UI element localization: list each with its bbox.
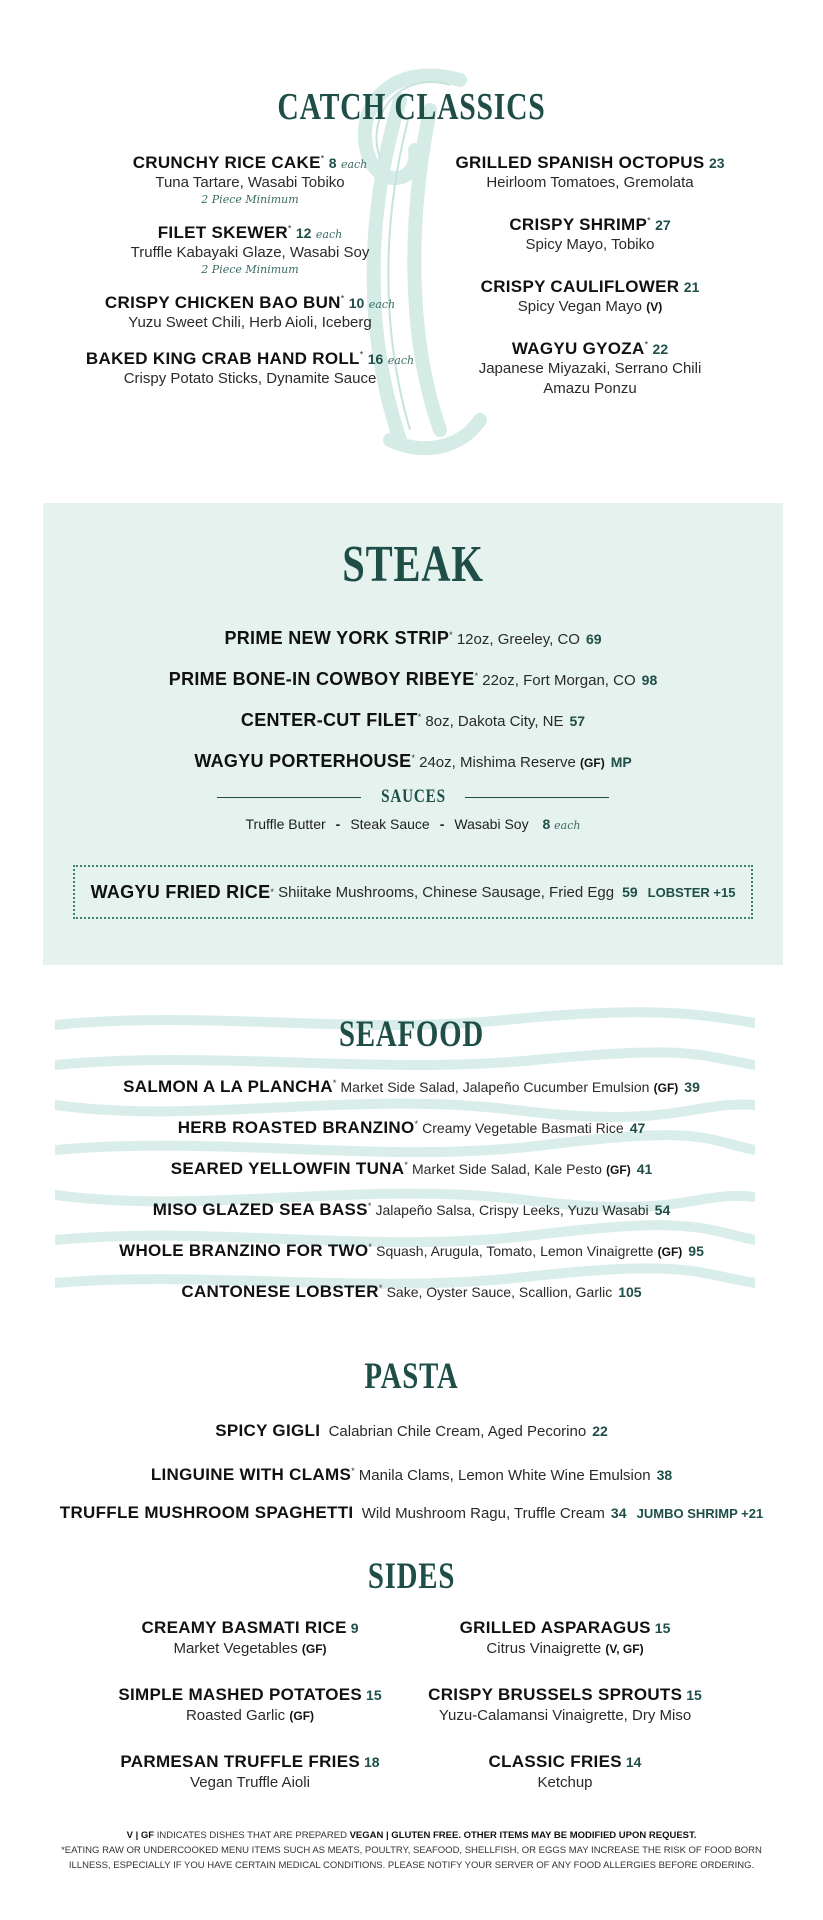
divider (217, 797, 361, 798)
menu-item (80, 223, 420, 277)
item-name: FILET SKEWER (157, 223, 288, 242)
item-name: WAGYU PORTERHOUSE (194, 751, 412, 771)
catch-right-column (420, 153, 760, 415)
item-description: Wild Mushroom Ragu, Truffle Cream (361, 1505, 605, 1522)
menu-item (43, 697, 783, 738)
raw-warning-star: * (368, 1242, 372, 1252)
raw-warning-star: * (647, 215, 651, 226)
diet-legend (0, 1828, 823, 1843)
add-on: LOBSTER +15 (647, 884, 736, 900)
raw-warning-star: * (332, 1078, 337, 1088)
legend-bold-text: VEGAN | GLUTEN FREE. OTHER ITEMS MAY BE MODIFIED UPON REQUEST. (349, 1830, 697, 1841)
minimum-note: 2 Piece Minimum (201, 193, 299, 206)
item-description: Tuna Tartare, Wasabi Tobiko (155, 174, 345, 191)
item-description: Market Side Salad, Kale Pesto (412, 1161, 602, 1177)
section-title: SIDES (367, 1556, 456, 1597)
item-description: Squash, Arugula, Tomato, Lemon Vinaigrette (376, 1243, 654, 1259)
each-label: each (387, 354, 415, 367)
sauces-label: SAUCES (380, 786, 446, 807)
item-price: 47 (629, 1120, 646, 1136)
menu-item (80, 293, 420, 333)
diet-tag: (GF) (606, 1163, 631, 1177)
item-name: LINGUINE WITH CLAMS (150, 1465, 352, 1484)
raw-warning-star: * (367, 1201, 372, 1211)
menu-item (415, 1618, 715, 1685)
menu-item (0, 1145, 823, 1186)
item-name: WAGYU FRIED RICE (90, 881, 271, 902)
steak-list (43, 615, 783, 779)
raw-warning-star: * (287, 223, 292, 234)
item-price: 59 (622, 884, 638, 900)
item-name: CLASSIC FRIES (488, 1752, 622, 1771)
legend-text: INDICATES DISHES THAT ARE PREPARED (154, 1830, 350, 1841)
raw-warning-star: * (340, 293, 345, 304)
item-name: SEARED YELLOWFIN TUNA (170, 1159, 405, 1178)
catch-left-column (80, 153, 420, 405)
item-price: 15 (686, 1687, 702, 1703)
raw-food-warning: *EATING RAW OR UNDERCOOKED MENU ITEMS SUCH AS MEATS, POULTRY, SEAFOOD, SHELLFISH, OR EGGS MAY INCREASE THE RISK OF FOOD BORN (61, 1845, 762, 1856)
item-name: HERB ROASTED BRANZINO (177, 1118, 415, 1137)
divider (465, 797, 609, 798)
sauces-block (43, 786, 783, 832)
section-title: CATCH CLASSICS (277, 86, 546, 128)
item-name: CENTER-CUT FILET (240, 710, 418, 730)
item-price: 21 (683, 279, 700, 295)
item-description: Shiitake Mushrooms, Chinese Sausage, Fried Egg (278, 883, 615, 901)
item-price: 38 (656, 1467, 673, 1483)
menu-item (420, 339, 760, 399)
menu-item (420, 277, 760, 317)
item-name: GRILLED ASPARAGUS (459, 1618, 651, 1637)
item-price: 10 (348, 295, 365, 311)
item-description: Vegan Truffle Aioli (190, 1774, 310, 1791)
item-description: Crispy Potato Sticks, Dynamite Sauce (123, 370, 377, 387)
sauce-separator: - (335, 816, 341, 832)
item-description: Ketchup (537, 1774, 593, 1791)
item-description: Market Vegetables (173, 1640, 298, 1657)
item-name: WAGYU GYOZA (511, 339, 645, 358)
item-price: 98 (641, 672, 658, 688)
item-name: SPICY GIGLI (215, 1421, 321, 1440)
item-name: PRIME NEW YORK STRIP (224, 628, 450, 648)
item-price: 9 (350, 1620, 359, 1636)
item-description: Yuzu-Calamansi Vinaigrette, Dry Miso (438, 1707, 692, 1724)
item-description: Heirloom Tomatoes, Gremolata (486, 174, 694, 191)
menu-item (43, 738, 783, 779)
sauce-item: Wasabi Soy (454, 816, 529, 832)
item-name: SIMPLE MASHED POTATOES (118, 1685, 363, 1704)
item-name: TRUFFLE MUSHROOM SPAGHETTI (59, 1503, 354, 1522)
pasta-list (0, 1410, 823, 1533)
item-price: 54 (654, 1202, 671, 1218)
item-price: 69 (585, 631, 602, 647)
pasta-section (0, 1355, 823, 1522)
raw-warning-star: * (404, 1160, 408, 1170)
item-price: 27 (655, 217, 671, 233)
menu-footer (0, 1828, 823, 1873)
menu-item (0, 1410, 823, 1451)
sides-section (0, 1555, 823, 1805)
menu-item (43, 656, 783, 697)
item-name: CRISPY BRUSSELS SPROUTS (428, 1685, 683, 1704)
item-price: 12 (295, 225, 312, 241)
sauces-list (43, 816, 783, 832)
item-price: 39 (684, 1079, 700, 1095)
item-name: CRUNCHY RICE CAKE (132, 153, 321, 172)
item-name: SALMON A LA PLANCHA (123, 1077, 333, 1096)
item-description: Citrus Vinaigrette (486, 1640, 602, 1657)
item-description: Yuzu Sweet Chili, Herb Aioli, Iceberg (128, 314, 372, 331)
item-description: Roasted Garlic (185, 1707, 286, 1724)
raw-warning-star: * (411, 753, 415, 763)
item-price: 105 (618, 1284, 642, 1300)
item-description: 22oz, Fort Morgan, CO (482, 672, 636, 689)
item-description: 12oz, Greeley, CO (456, 631, 580, 648)
menu-item (80, 153, 420, 207)
raw-warning-star: * (378, 1283, 383, 1293)
section-title: PASTA (364, 1356, 459, 1397)
sauces-header (43, 786, 783, 808)
item-price: 57 (569, 713, 586, 729)
each-label: each (340, 158, 368, 171)
sauce-price: 8 (542, 816, 551, 832)
section-title: STEAK (342, 536, 484, 593)
sauce-separator: - (439, 816, 445, 832)
item-description: Creamy Vegetable Basmati Rice (422, 1120, 624, 1136)
menu-item (100, 1685, 400, 1752)
raw-warning-star: * (644, 339, 649, 350)
raw-warning-star: * (270, 887, 274, 897)
item-name: CRISPY CHICKEN BAO BUN (104, 293, 341, 312)
sauce-item: Truffle Butter (245, 816, 326, 832)
menu-item (415, 1685, 715, 1752)
item-name: CREAMY BASMATI RICE (141, 1618, 347, 1637)
item-description: Sake, Oyster Sauce, Scallion, Garlic (386, 1284, 613, 1300)
item-price: 95 (688, 1243, 704, 1259)
menu-item (0, 1186, 823, 1227)
item-description: Japanese Miyazaki, Serrano Chili (478, 360, 702, 377)
raw-warning-star: * (359, 349, 364, 360)
menu-item (80, 349, 420, 389)
menu-item (43, 615, 783, 656)
raw-warning-star: * (449, 630, 453, 640)
menu-item (0, 1104, 823, 1145)
item-price: 34 (610, 1505, 627, 1521)
item-price: 8 (328, 155, 337, 171)
raw-food-warning-line2: ILLNESS, ESPECIALLY IF YOU HAVE CERTAIN MEDICAL CONDITIONS. PLEASE NOTIFY YOUR SERVER OF ANY FOOD ALLERGIES BEFORE ORDERING. (68, 1860, 755, 1871)
item-description: Calabrian Chile Cream, Aged Pecorino (328, 1423, 587, 1440)
item-price: 15 (366, 1687, 382, 1703)
menu-item (0, 1227, 823, 1268)
menu-item (100, 1618, 400, 1685)
item-price: 22 (592, 1423, 608, 1439)
item-price: 16 (367, 351, 384, 367)
item-name: PRIME BONE-IN COWBOY RIBEYE (168, 669, 475, 689)
menu-item (415, 1752, 715, 1819)
menu-item (0, 1492, 823, 1533)
legend-codes: V | GF (126, 1830, 155, 1841)
item-price: 41 (636, 1161, 653, 1177)
steak-section (43, 503, 783, 965)
item-name: PARMESAN TRUFFLE FRIES (120, 1752, 360, 1771)
item-description: 24oz, Mishima Reserve (419, 754, 576, 771)
diet-tag: (GF) (289, 1709, 315, 1723)
item-price: MP (610, 754, 632, 770)
item-description: Jalapeño Salsa, Crispy Leeks, Yuzu Wasabi (375, 1202, 649, 1218)
raw-warning-star: * (417, 712, 422, 722)
item-description: Truffle Kabayaki Glaze, Wasabi Soy (130, 244, 370, 261)
minimum-note: 2 Piece Minimum (201, 263, 299, 276)
item-price: 15 (654, 1620, 671, 1636)
item-name: GRILLED SPANISH OCTOPUS (455, 153, 705, 172)
raw-warning-star: * (414, 1119, 418, 1129)
item-description-line2: Amazu Ponzu (543, 380, 637, 397)
catch-classics-section (0, 0, 823, 480)
item-price: 14 (625, 1754, 642, 1770)
raw-warning-star: * (320, 153, 325, 164)
raw-warning-star: * (351, 1466, 355, 1476)
wagyu-fried-rice-box (73, 865, 753, 919)
each-label: each (554, 819, 581, 832)
section-title: SEAFOOD (339, 1014, 484, 1055)
item-name: MISO GLAZED SEA BASS (152, 1200, 368, 1219)
menu-item (420, 153, 760, 193)
item-name: CRISPY SHRIMP (509, 215, 648, 234)
seafood-section (0, 995, 823, 1315)
item-price: 18 (363, 1754, 380, 1770)
diet-tag: (GF) (301, 1642, 327, 1656)
item-name: WHOLE BRANZINO FOR TWO (119, 1241, 369, 1260)
each-label: each (315, 228, 343, 241)
diet-tag: (GF) (580, 756, 605, 770)
diet-tag: (V) (646, 300, 663, 314)
sides-left-column (100, 1618, 400, 1819)
menu-item (0, 1451, 823, 1492)
diet-tag: (V, GF) (605, 1642, 644, 1656)
item-description: Spicy Mayo, Tobiko (525, 236, 655, 253)
item-name: CANTONESE LOBSTER (181, 1282, 379, 1301)
item-name: CRISPY CAULIFLOWER (480, 277, 680, 296)
sides-right-column (415, 1618, 715, 1819)
diet-tag: (GF) (653, 1081, 679, 1095)
add-on: JUMBO SHRIMP +21 (636, 1506, 764, 1521)
raw-warning-star: * (474, 671, 479, 681)
item-description: Manila Clams, Lemon White Wine Emulsion (358, 1467, 651, 1484)
diet-tag: (GF) (657, 1245, 683, 1259)
item-description: Spicy Vegan Mayo (517, 298, 643, 315)
each-label: each (368, 298, 396, 311)
item-price: 22 (652, 341, 669, 357)
seafood-list (0, 1063, 823, 1309)
item-description: 8oz, Dakota City, NE (425, 713, 564, 730)
menu-item (0, 1063, 823, 1104)
menu-item (420, 215, 760, 255)
sauce-item: Steak Sauce (350, 816, 430, 832)
item-name: BAKED KING CRAB HAND ROLL (85, 349, 360, 368)
menu-item (0, 1268, 823, 1309)
menu-item (100, 1752, 400, 1819)
item-price: 23 (708, 155, 725, 171)
item-description: Market Side Salad, Jalapeño Cucumber Emulsion (340, 1079, 650, 1095)
